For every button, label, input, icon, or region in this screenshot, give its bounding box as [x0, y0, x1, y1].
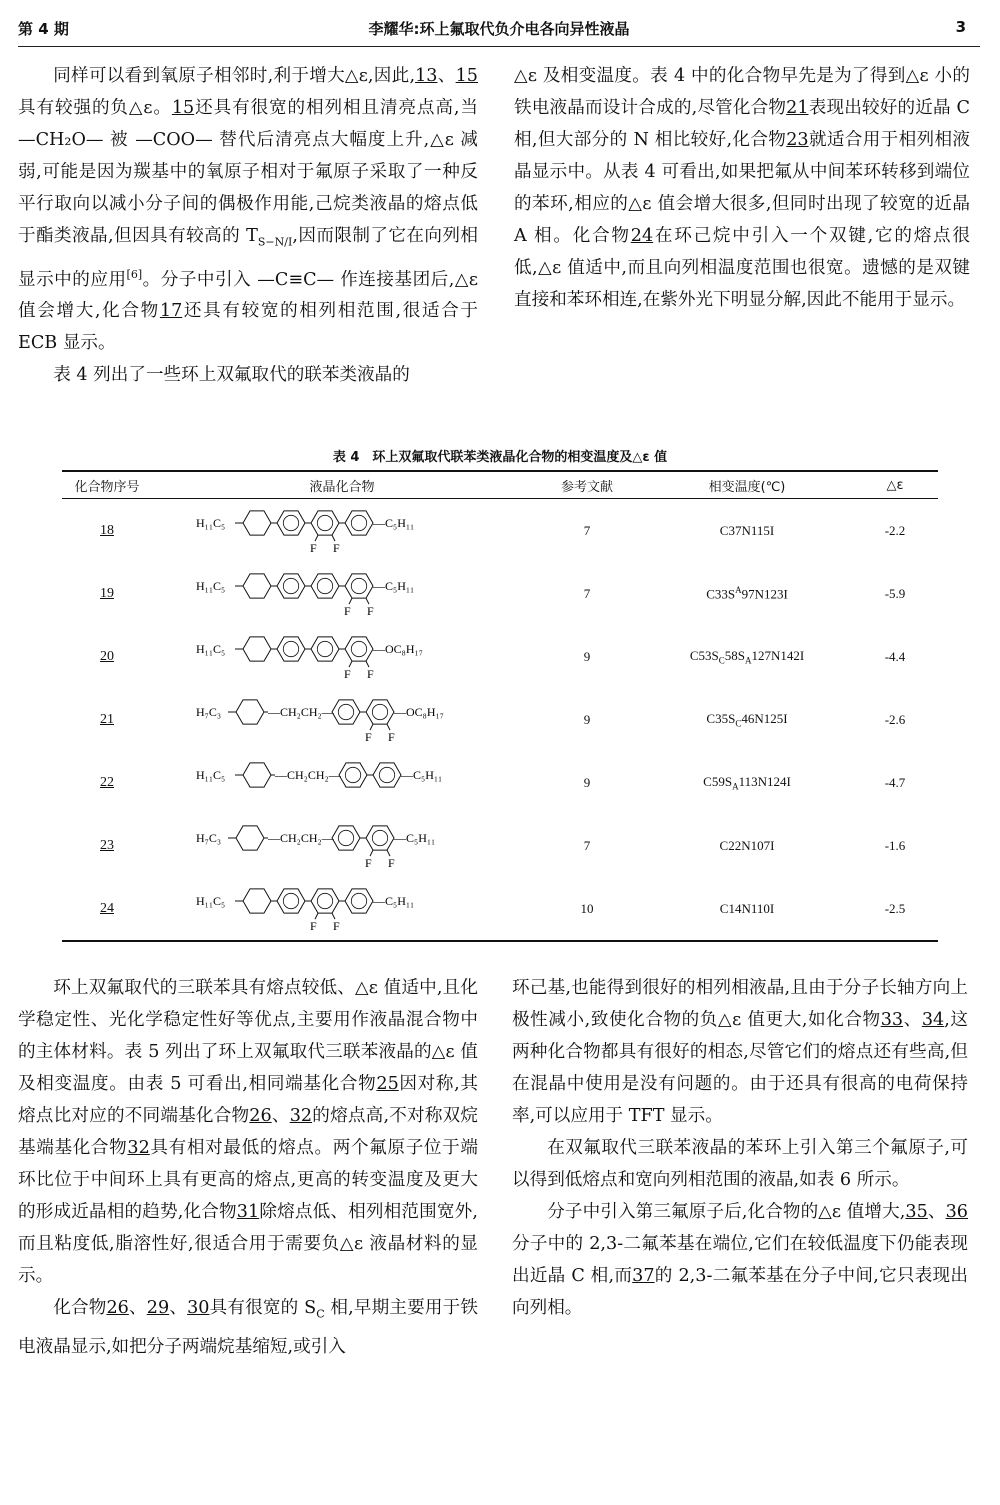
table-header-row	[62, 471, 938, 499]
paragraph	[514, 60, 970, 316]
delta-epsilon-cell: -1.6	[884, 837, 906, 853]
benzene-ring	[277, 510, 305, 534]
table-row	[62, 877, 938, 941]
phase-temp-cell: $C35S_C46N125I$	[706, 710, 788, 729]
linker: —CH₂CH₂—	[268, 704, 334, 719]
compound-id	[62, 625, 152, 688]
benzene-ring	[277, 573, 305, 597]
right-substituent: —C₅H₁₁	[373, 578, 415, 593]
structure-drawing	[192, 627, 492, 687]
table-row	[62, 688, 938, 751]
text-run: ,因而限制了它在向列相显示中的应用	[18, 226, 479, 290]
text-run: 在环己烷中引入一个双键,它的熔点很低,△ε 值适中,而且向列相温度范围也很宽。遗憾的是双键直接和苯环相连,在紫外光下明显分解,因此不能用于显示。	[514, 226, 970, 310]
aromatic-circle	[372, 830, 387, 845]
compound-ref: 35	[905, 1202, 928, 1222]
right-substituent: —C₅H₁₁	[373, 515, 415, 530]
compound-ref: 32	[127, 1138, 150, 1158]
benzene-ring	[311, 636, 339, 660]
table-row	[62, 814, 938, 877]
text-run: 具有较强的负△ε。	[18, 98, 172, 118]
aromatic-circle	[351, 515, 366, 530]
text-run: 、	[437, 66, 456, 86]
compound-id-text: 20	[100, 649, 114, 664]
delta-epsilon-cell: -2.2	[884, 522, 906, 538]
aromatic-circle	[372, 704, 387, 719]
paragraph	[18, 60, 478, 359]
compound-ref: 15	[171, 98, 195, 118]
text-run: 的 2,3-二氟苯基在分子中间,它只表现出向列相。	[512, 1266, 968, 1318]
compound-id-text: 24	[100, 901, 114, 916]
reference-cell: 7	[583, 522, 591, 538]
paragraph	[18, 1292, 478, 1363]
compound-structure	[152, 562, 532, 625]
body-column-top-right	[514, 60, 970, 316]
fluorine-label: F	[388, 729, 395, 744]
issue-number: 第 4 期	[18, 20, 69, 38]
fluorine-label: F	[365, 729, 372, 744]
compound-id-text: 21	[100, 712, 114, 727]
table-row	[62, 751, 938, 814]
structure-drawing	[192, 564, 492, 624]
benzene-ring	[277, 636, 305, 660]
reference-cell: 9	[583, 711, 591, 727]
text-run: 、	[169, 1298, 188, 1318]
fluorine-label: F	[333, 540, 340, 555]
table-row	[62, 625, 938, 688]
benzene-ring	[373, 762, 401, 786]
fluorine-label: F	[367, 603, 374, 618]
header-delta-epsilon: △ε	[852, 471, 938, 499]
benzene-ring	[345, 888, 373, 912]
cyclohexane-ring	[243, 888, 271, 912]
text-run: 环己基,也能得到很好的相列相液晶,且由于分子长轴方向上极性减小,致使化合物的负△ε 值更大,如化合物	[512, 978, 968, 1030]
aromatic-circle	[283, 515, 298, 530]
text-run: 还具有很宽的相列相且清亮点高,当 —CH₂O— 被 —COO— 替代后清亮点大幅度上升,△ε 减弱,可能是因为羰基中的氧原子相对于氟原子采取了一种反平行取向以减小分子间的偶极作用能,己烷类液晶的熔点低于酯类液晶,但因具有较高的 T	[18, 98, 478, 246]
fluorine-label: F	[310, 918, 317, 933]
compound-ref: 33	[880, 1010, 904, 1030]
phase-temp-cell: C22N107I	[719, 837, 775, 853]
text-run: 相,早期主要用于铁电液晶显示,如把分子两端烷基缩短,或引入	[18, 1298, 478, 1357]
aromatic-circle	[338, 704, 353, 719]
text-run: 化合物	[53, 1298, 107, 1318]
text-run: 、	[927, 1202, 946, 1222]
structure-drawing	[192, 879, 492, 939]
compound-id-text: 22	[100, 775, 114, 790]
linker: —CH₂CH₂—	[275, 767, 341, 782]
compound-ref: 30	[187, 1298, 210, 1318]
cyclohexane-ring	[243, 762, 271, 786]
phase-temp-cell: C37N115I	[719, 522, 775, 538]
benzene-ring	[277, 888, 305, 912]
compound-ref: 23	[786, 130, 809, 150]
compound-ref: 36	[945, 1202, 968, 1222]
aromatic-circle	[338, 830, 353, 845]
table-row	[62, 499, 938, 563]
structure-drawing	[192, 816, 492, 876]
delta-epsilon-cell: -2.5	[852, 877, 938, 941]
cyclohexane-ring	[243, 510, 271, 534]
left-substituent: H₁₁C₅	[196, 578, 226, 593]
right-substituent: —OC₈H₁₇	[394, 704, 444, 719]
compound-structure	[152, 877, 532, 941]
aromatic-circle	[317, 515, 332, 530]
benzene-ring	[311, 573, 339, 597]
paragraph	[18, 359, 478, 391]
aromatic-circle	[283, 641, 298, 656]
aromatic-circle	[351, 578, 366, 593]
text-run: ,这两种化合物都具有很好的相态,尽管它们的熔点还有些高,但在混晶中使用是没有问题的。由于还具有很高的电荷保持率,可以应用于 TFT 显示。	[512, 1010, 968, 1126]
compound-ref: 26	[106, 1298, 129, 1318]
phase-temp-cell: $C53S_C58S_A127N142I$	[689, 647, 805, 666]
text-run: 分子中的 2,3-二氟苯基在端位,它们在较低温度下仍能表现出近晶 C 相,而	[512, 1234, 968, 1286]
compound-structure	[152, 625, 532, 688]
benzene-ring	[345, 510, 373, 534]
text-run: 除熔点低、相列相范围宽外,而且粘度低,脂溶性好,很适合用于需要负△ε 液晶材料的显示。	[18, 1202, 478, 1286]
reference-cell: 7	[583, 585, 591, 601]
compound-ref: 29	[146, 1298, 170, 1318]
compound-id	[62, 751, 152, 814]
compound-ref: 13	[415, 66, 438, 86]
fluorine-label: F	[365, 855, 372, 870]
structure-drawing	[192, 690, 492, 750]
cyclohexane-ring	[236, 699, 264, 723]
text-run: 、	[903, 1010, 922, 1030]
fluorine-label: F	[333, 918, 340, 933]
text-run: 在双氟取代三联苯液晶的苯环上引入第三个氟原子,可以得到低熔点和宽向列相范围的液晶,如表 6 所示。	[512, 1138, 968, 1190]
benzene-ring	[311, 888, 339, 912]
left-substituent: H₁₁C₅	[196, 515, 226, 530]
compound-ref: 15	[455, 66, 478, 86]
text-run: C	[316, 1307, 325, 1321]
text-run: 表 4 列出了一些环上双氟取代的联苯类液晶的	[53, 365, 410, 386]
left-substituent: H₁₁C₅	[196, 893, 226, 908]
fluorine-label: F	[367, 666, 374, 681]
header-phase-temp: 相变温度(℃)	[642, 471, 852, 499]
page-header	[18, 12, 980, 47]
benzene-ring	[366, 699, 394, 723]
text-run: 表现出较好的近晶 C 相,但大部分的 N 相比较好,化合物	[514, 98, 970, 150]
right-substituent: —C₅H₁₁	[394, 830, 436, 845]
text-run: 具有相对最低的熔点。两个氟原子位于端环比位于中间环上具有更高的熔点,更高的转变温度及更大的形成近晶相的趋势,化合物	[18, 1138, 478, 1222]
paragraph	[512, 1132, 968, 1196]
reference-cell: 9	[583, 774, 591, 790]
benzene-ring	[311, 510, 339, 534]
linker: —CH₂CH₂—	[268, 830, 334, 845]
compound-id-text: 23	[100, 838, 114, 853]
compound-id	[62, 562, 152, 625]
text-run: 、	[271, 1106, 290, 1126]
compound-ref: 24	[630, 226, 654, 246]
compound-ref: 21	[786, 98, 809, 118]
right-substituent: —C₅H₁₁	[373, 893, 415, 908]
right-substituent: —OC₈H₁₇	[373, 641, 423, 656]
running-title: 李耀华:环上氟取代负介电各向异性液晶	[368, 20, 630, 38]
compound-structure	[152, 499, 532, 563]
body-column-top-left	[18, 60, 478, 391]
aromatic-circle	[317, 893, 332, 908]
compound-id	[62, 877, 152, 941]
text-run: 分子中引入第三氟原子后,化合物的△ε 值增大,	[547, 1202, 906, 1222]
fluorine-label: F	[344, 666, 351, 681]
compound-ref: 32	[289, 1106, 313, 1126]
body-column-bottom-left	[18, 972, 478, 1363]
text-run: S−N/I	[257, 235, 293, 249]
aromatic-circle	[351, 893, 366, 908]
fluorine-label: F	[344, 603, 351, 618]
cyclohexane-ring	[236, 825, 264, 849]
text-run: 。分子中引入 —C≡C— 作连接基团后,△ε 值会增大,化合物	[18, 269, 478, 322]
table-caption: 表 4 环上双氟取代联苯类液晶化合物的相变温度及△ε 值	[332, 450, 668, 465]
benzene-ring	[332, 825, 360, 849]
text-run: 具有很宽的 S	[209, 1298, 317, 1318]
compound-ref: 37	[632, 1266, 655, 1286]
delta-epsilon-cell: -4.7	[884, 774, 906, 790]
page-number: 3	[955, 18, 966, 36]
compound-ref: 25	[376, 1074, 399, 1094]
text-run: 、	[128, 1298, 147, 1318]
left-substituent: H₁₁C₅	[196, 767, 226, 782]
delta-epsilon-cell: -5.9	[884, 585, 906, 601]
compound-id	[62, 499, 152, 563]
compound-ref: 17	[159, 301, 183, 322]
phase-temp-cell: C14N110I	[642, 877, 852, 941]
paragraph	[512, 1196, 968, 1324]
reference-cell: 10	[532, 877, 642, 941]
compound-structure	[152, 751, 532, 814]
phase-temp-cell: $C59S_A113N124I$	[703, 773, 791, 792]
benzene-ring	[345, 573, 373, 597]
aromatic-circle	[283, 578, 298, 593]
reference-cell: 7	[583, 837, 591, 853]
text-run: 因对称,其熔点比对应的不同端基化合物	[18, 1074, 478, 1126]
text-run: 还具有较宽的相列相范围,很适合于 ECB 显示。	[18, 301, 478, 354]
header-compound: 液晶化合物	[152, 471, 532, 499]
left-substituent: H₇C₃	[196, 704, 222, 719]
structure-drawing	[192, 501, 492, 561]
compound-structure	[152, 688, 532, 751]
text-run: 就适合用于相列相液晶显示中。从表 4 可看出,如果把氟从中间苯环转移到端位的苯环,相应的△ε 值会增大很多,但同时出现了较宽的近晶 A 相。化合物	[514, 130, 970, 246]
data-table	[62, 470, 938, 942]
aromatic-circle	[351, 641, 366, 656]
benzene-ring	[339, 762, 367, 786]
phase-temp-cell: $C33S^A97N123I$	[706, 584, 788, 602]
compound-ref: 34	[921, 1010, 945, 1030]
cyclohexane-ring	[243, 573, 271, 597]
cyclohexane-ring	[243, 636, 271, 660]
compound-id	[62, 814, 152, 877]
compound-id-text: 18	[100, 523, 114, 538]
compound-id-text: 19	[100, 586, 114, 601]
structure-drawing	[192, 753, 492, 813]
text-run: 环上双氟取代的三联苯具有熔点较低、△ε 值适中,且化学稳定性、光化学稳定性好等优点,主要用作液晶混合物中的主体材料。表 5 列出了环上双氟取代三联苯液晶的△ε 值及相变温度。由表 5 可看出,相同端基化合物	[18, 978, 478, 1094]
benzene-ring	[345, 636, 373, 660]
fluorine-label: F	[310, 540, 317, 555]
delta-epsilon-cell: -2.6	[884, 711, 906, 727]
text-run: 的熔点高,不对称双烷基端基化合物	[18, 1106, 478, 1158]
text-run: [6]	[126, 267, 143, 281]
aromatic-circle	[379, 767, 394, 782]
text-run: 同样可以看到氧原子相邻时,利于增大△ε,因此,	[53, 66, 416, 86]
paragraph	[18, 972, 478, 1292]
compound-ref: 31	[236, 1202, 260, 1222]
reference-cell: 9	[583, 648, 591, 664]
compound-id	[62, 688, 152, 751]
header-compound-no: 化合物序号	[62, 471, 152, 499]
aromatic-circle	[317, 641, 332, 656]
aromatic-circle	[317, 578, 332, 593]
benzene-ring	[366, 825, 394, 849]
fluorine-label: F	[388, 855, 395, 870]
delta-epsilon-cell: -4.4	[884, 648, 906, 664]
text-run: △ε 及相变温度。表 4 中的化合物早先是为了得到△ε 小的铁电液晶而设计合成的,尽管化合物	[514, 66, 970, 118]
body-column-bottom-right	[512, 972, 968, 1324]
table-row	[62, 562, 938, 625]
benzene-ring	[332, 699, 360, 723]
right-substituent: —C₅H₁₁	[401, 767, 443, 782]
left-substituent: H₁₁C₅	[196, 641, 226, 656]
aromatic-circle	[345, 767, 360, 782]
compound-ref: 26	[249, 1106, 272, 1126]
compound-structure	[152, 814, 532, 877]
aromatic-circle	[283, 893, 298, 908]
header-reference: 参考文献	[532, 471, 642, 499]
left-substituent: H₇C₃	[196, 830, 222, 845]
paragraph	[512, 972, 968, 1132]
